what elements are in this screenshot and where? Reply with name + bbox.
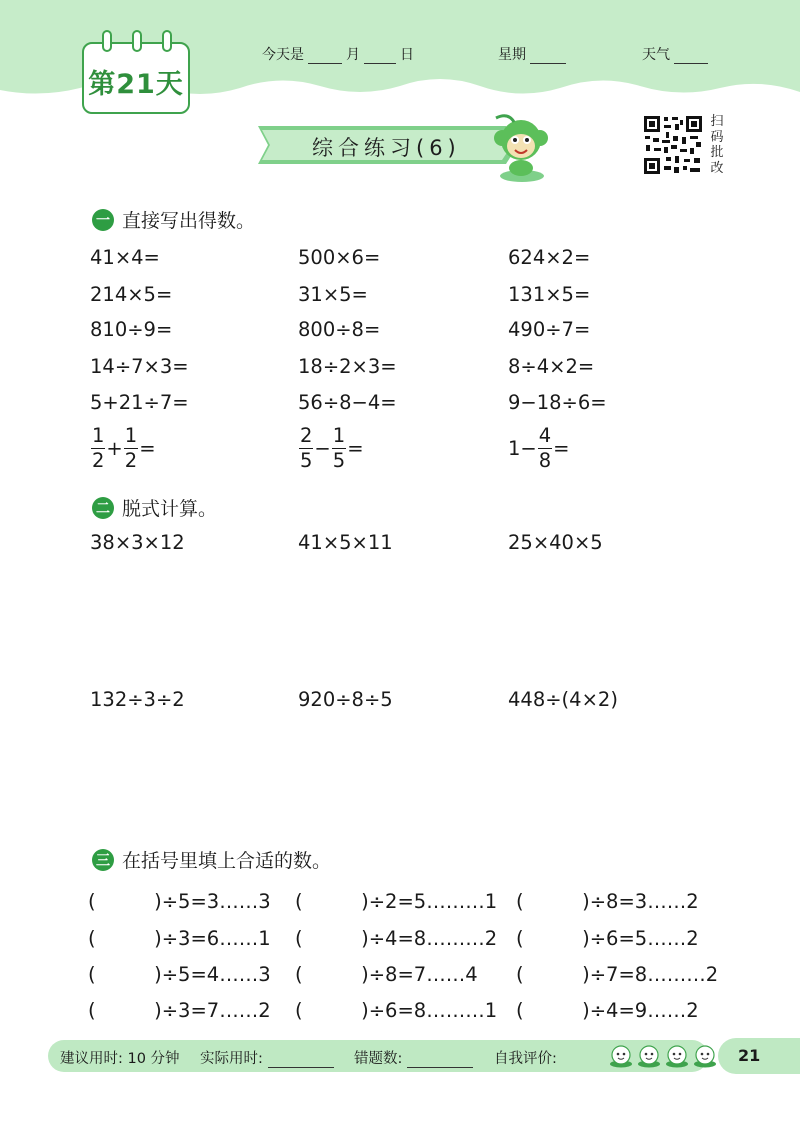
rating-face-icon[interactable] <box>636 1042 662 1068</box>
fill-blank-problem[interactable]: ( )÷3=7……2 <box>88 999 271 1022</box>
problem: 624×2= <box>508 246 591 269</box>
problem: 131×5= <box>508 283 591 306</box>
problem: 56÷8−4= <box>298 391 397 414</box>
footer-bar <box>48 1040 708 1072</box>
problem: 800÷8= <box>298 318 381 341</box>
fill-blank-problem[interactable]: ( )÷5=3……3 <box>88 890 271 913</box>
fill-blank-problem[interactable]: ( )÷7=8………2 <box>516 963 719 986</box>
weather-blank[interactable] <box>674 48 708 64</box>
problem: 18÷2×3= <box>298 355 397 378</box>
section2-title: 脱式计算。 <box>122 498 218 520</box>
fill-blank-problem[interactable]: ( )÷8=3……2 <box>516 890 699 913</box>
section1-number-badge: 一 <box>92 209 114 231</box>
problem: 810÷9= <box>90 318 173 341</box>
month-label: 月 <box>346 47 360 63</box>
actual-time-blank[interactable] <box>268 1054 334 1068</box>
section1-title: 直接写出得数。 <box>122 210 256 232</box>
problem: 31×5= <box>298 283 368 306</box>
day-label: 第21天 <box>88 69 184 100</box>
problem: 8÷4×2= <box>508 355 595 378</box>
problem: 41×4= <box>90 246 160 269</box>
section3-heading <box>92 846 331 873</box>
week-blank[interactable] <box>530 48 566 64</box>
weather-label: 天气 <box>642 47 670 63</box>
fill-blank-problem[interactable]: ( )÷5=4……3 <box>88 963 271 986</box>
problem: 500×6= <box>298 246 381 269</box>
date-label: 日 <box>400 47 414 63</box>
suggested-time: 建议用时: 10 分钟 <box>60 1051 180 1067</box>
date-field <box>262 44 414 64</box>
fill-blank-problem[interactable]: ( )÷4=9……2 <box>516 999 699 1022</box>
section2-number-badge: 二 <box>92 497 114 519</box>
today-label: 今天是 <box>262 47 304 63</box>
page-number: 21 <box>738 1046 761 1065</box>
error-count-blank[interactable] <box>407 1054 473 1068</box>
page-title: 综合练习(6) <box>312 136 461 160</box>
problem: 14÷7×3= <box>90 355 189 378</box>
week-field <box>498 44 570 64</box>
rating-face-icon[interactable] <box>608 1042 634 1068</box>
problem: 38×3×12 <box>90 531 185 554</box>
actual-time-label: 实际用时: <box>200 1051 263 1067</box>
problem: 41×5×11 <box>298 531 393 554</box>
section3-number-badge: 三 <box>92 849 114 871</box>
fraction-problem: $\frac{1}{2}$ + $\frac{1}{2}$ = <box>92 424 156 472</box>
problem: 5+21÷7= <box>90 391 189 414</box>
problem: 214×5= <box>90 283 173 306</box>
day-badge <box>82 42 190 114</box>
error-count-label: 错题数: <box>354 1051 403 1067</box>
month-blank[interactable] <box>308 48 342 64</box>
fill-blank-problem[interactable]: ( )÷6=8………1 <box>295 999 498 1022</box>
week-label: 星期 <box>498 47 526 63</box>
fraction-problem: $\frac{2}{5}$ − $\frac{1}{5}$ = <box>300 424 364 472</box>
fill-blank-problem[interactable]: ( )÷3=6……1 <box>88 927 271 950</box>
problem: 25×40×5 <box>508 531 603 554</box>
day-blank[interactable] <box>364 48 396 64</box>
section3-title: 在括号里填上合适的数。 <box>122 850 332 872</box>
problem: 920÷8÷5 <box>298 688 393 711</box>
qr-code-icon[interactable] <box>642 114 704 176</box>
qr-label: 扫 码 批 改 <box>710 114 724 176</box>
self-eval-label: 自我评价: <box>494 1051 557 1067</box>
fraction-problem: 1− $\frac{4}{8}$ = <box>508 424 570 472</box>
weather-field <box>642 44 712 64</box>
problem: 9−18÷6= <box>508 391 607 414</box>
rating-face-icon[interactable] <box>692 1042 718 1068</box>
monkey-mascot-icon <box>488 110 552 184</box>
rating-face-icon[interactable] <box>664 1042 690 1068</box>
fill-blank-problem[interactable]: ( )÷6=5……2 <box>516 927 699 950</box>
fill-blank-problem[interactable]: ( )÷8=7……4 <box>295 963 478 986</box>
problem: 132÷3÷2 <box>90 688 185 711</box>
actual-time-field <box>200 1047 334 1068</box>
fill-blank-problem[interactable]: ( )÷2=5………1 <box>295 890 498 913</box>
error-count-field <box>354 1047 473 1068</box>
section1-heading <box>92 206 255 233</box>
fill-blank-problem[interactable]: ( )÷4=8………2 <box>295 927 498 950</box>
section2-heading <box>92 494 217 521</box>
problem: 448÷(4×2) <box>508 688 618 711</box>
problem: 490÷7= <box>508 318 591 341</box>
